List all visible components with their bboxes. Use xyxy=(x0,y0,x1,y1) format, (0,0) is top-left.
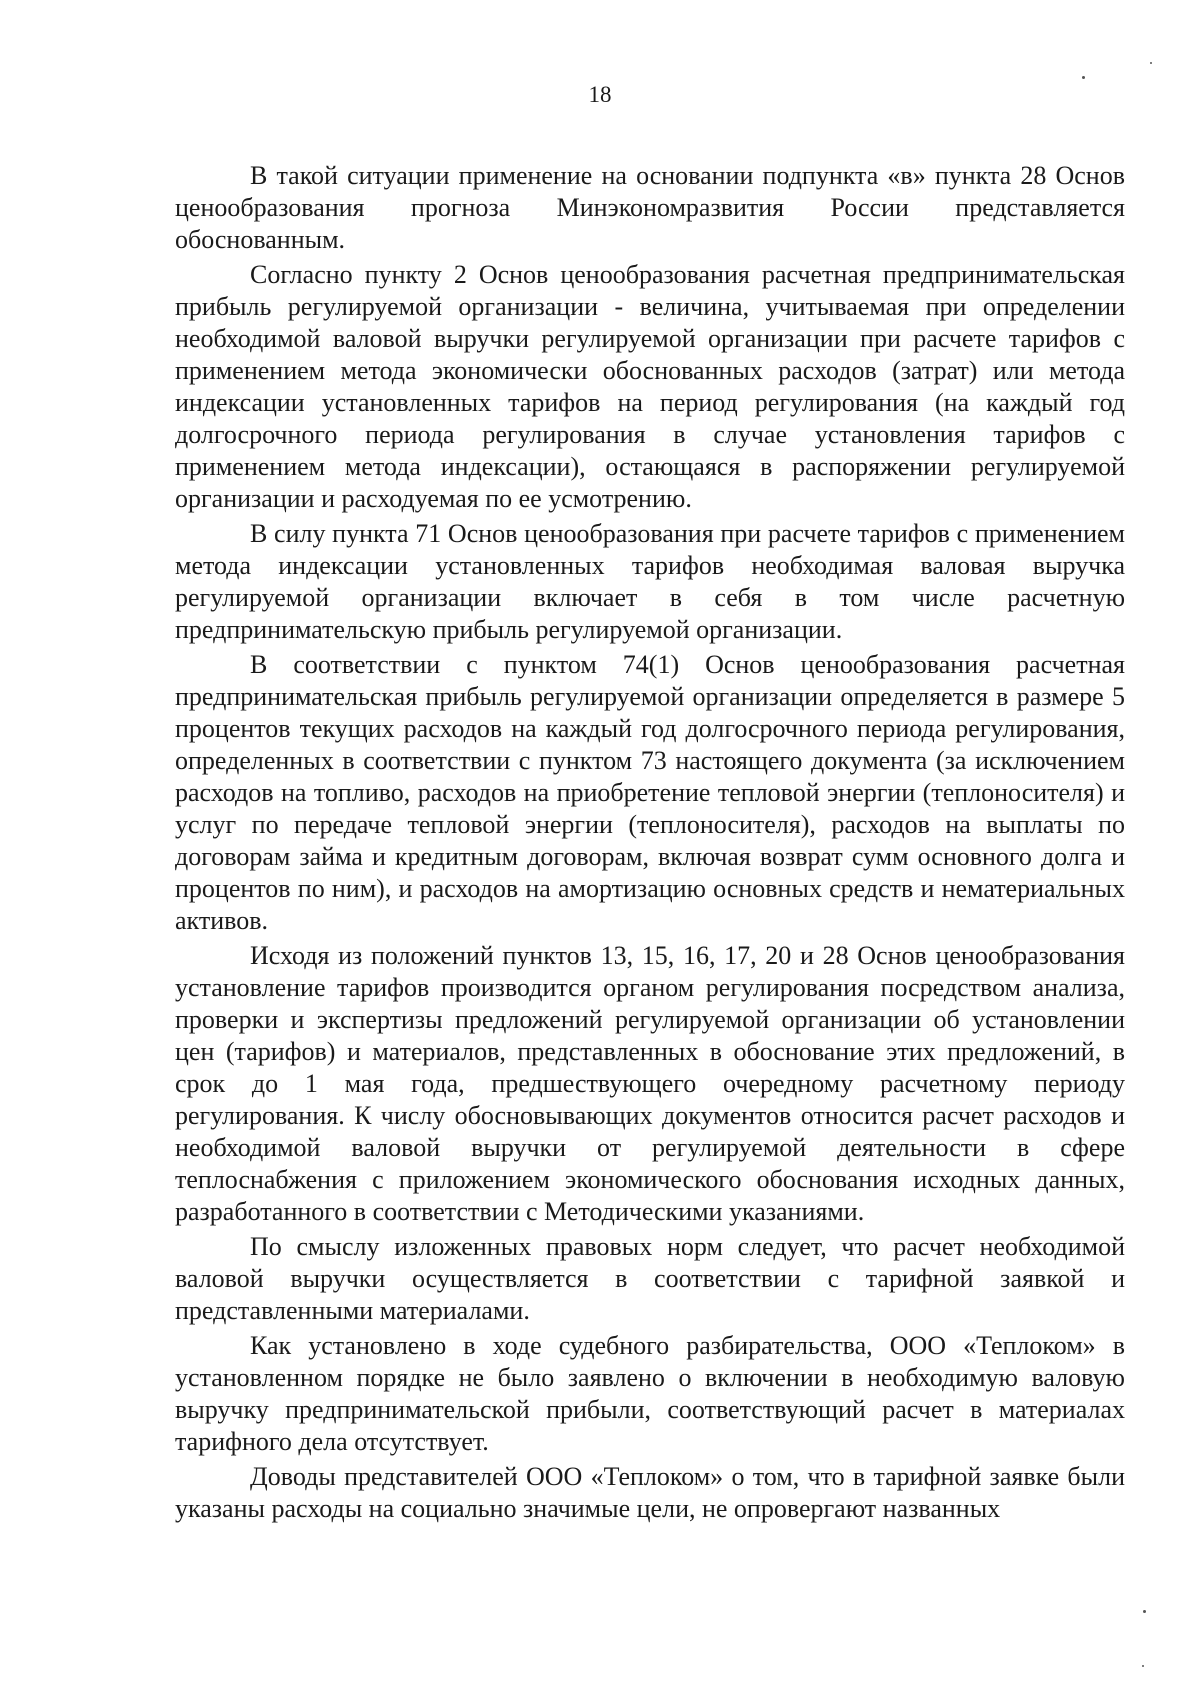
paragraph: Согласно пункту 2 Основ ценообразования расчетная предпринимательская прибыль регулируемой организации - величина, учитываемая при определении необходимой валовой выручки регулируемой организации при расчете тарифов с применением метода экономически обоснованных расходов (затрат) или метода индексации установленных тарифов на период регулирования (на каждый год долгосрочного периода регулирования в случае установления тарифов с применением метода индексации), остающаяся в распоряжении регулируемой организации и расходуемая по ее усмотрению. xyxy=(175,260,1125,513)
paragraph: В силу пункта 71 Основ ценообразования при расчете тарифов с применением метода индексации установленных тарифов необходимая валовая выручка регулируемой организации включает в себя в том числе расчетную предпринимательскую прибыль регулируемой организации. xyxy=(175,519,1125,644)
scan-speck xyxy=(1143,1610,1146,1613)
page-number: 18 xyxy=(588,82,612,107)
paragraph: По смыслу изложенных правовых норм следует, что расчет необходимой валовой выручки осуществляется в соответствии с тарифной заявкой и представленными материалами. xyxy=(175,1232,1125,1325)
scan-speck xyxy=(1082,76,1085,79)
paragraph: Как установлено в ходе судебного разбирательства, ООО «Теплоком» в установленном порядке не было заявлено о включении в необходимую валовую выручку предпринимательской прибыли, соответствующий расчет в материалах тарифного дела отсутствует. xyxy=(175,1331,1125,1456)
paragraph: Исходя из положений пунктов 13, 15, 16, 17, 20 и 28 Основ ценообразования установление тарифов производится органом регулирования посредством анализа, проверки и экспертизы предложений регулируемой организации об установлении цен (тарифов) и материалов, представленных в обоснование этих предложений, в срок до 1 мая года, предшествующего очередному расчетному периоду регулирования. К числу обосновывающих документов относится расчет расходов и необходимой валовой выручки от регулируемой деятельности в сфере теплоснабжения с приложением экономического обоснования исходных данных, разработанного в соответствии с Методическими указаниями. xyxy=(175,941,1125,1226)
document-body xyxy=(175,160,1125,1528)
paragraph: Доводы представителей ООО «Теплоком» о том, что в тарифной заявке были указаны расходы на социально значимые цели, не опровергают названных xyxy=(175,1462,1125,1523)
scan-speck xyxy=(1142,1665,1144,1667)
paragraph: В соответствии с пунктом 74(1) Основ ценообразования расчетная предпринимательская прибыль регулируемой организации определяется в размере 5 процентов текущих расходов на каждый год долгосрочного периода регулирования, определенных в соответствии с пунктом 73 настоящего документа (за исключением расходов на топливо, расходов на приобретение тепловой энергии (теплоносителя) и услуг по передаче тепловой энергии (теплоносителя), расходов на выплаты по договорам займа и кредитным договорам, включая возврат сумм основного долга и процентов по ним), и расходов на амортизацию основных средств и нематериальных активов. xyxy=(175,650,1125,935)
scan-speck xyxy=(1150,62,1152,64)
paragraph: В такой ситуации применение на основании подпункта «в» пункта 28 Основ ценообразования прогноза Минэкономразвития России представляется обоснованным. xyxy=(175,161,1125,254)
